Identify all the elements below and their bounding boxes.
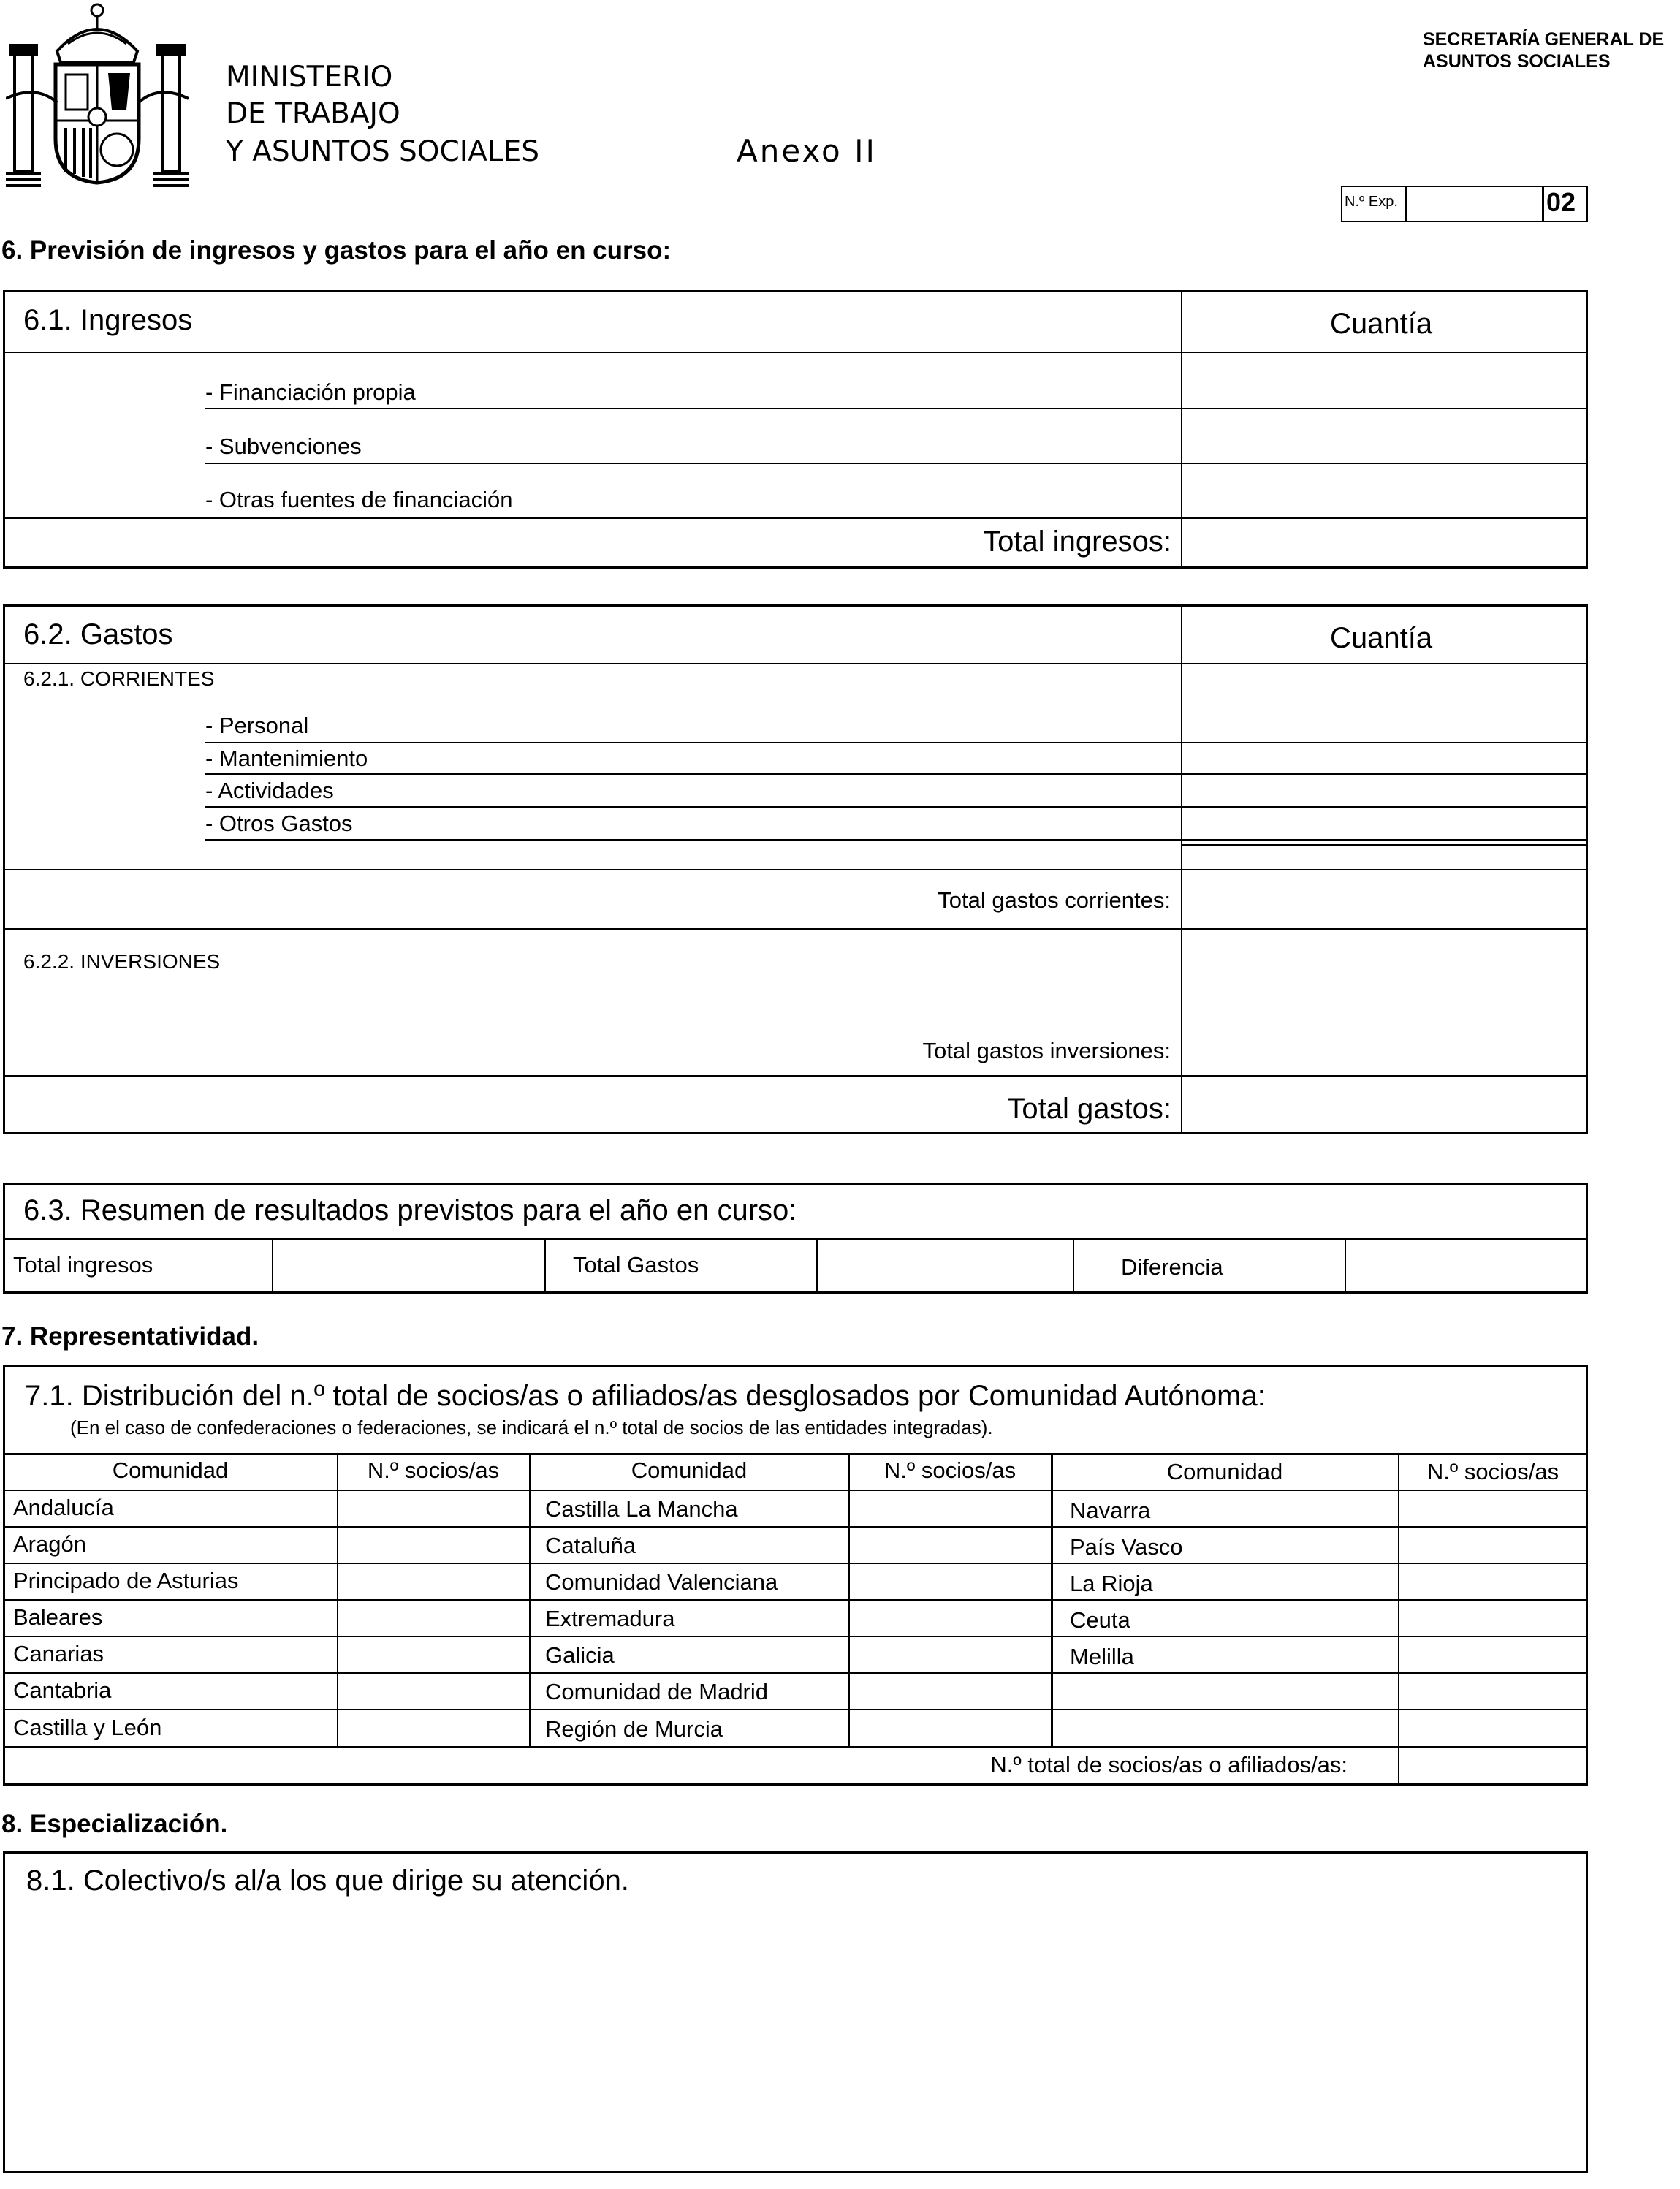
coat-of-arms-logo bbox=[6, 0, 189, 189]
comunidad-navarra: Navarra bbox=[1070, 1498, 1151, 1523]
col2-comunidad-header: Comunidad bbox=[631, 1457, 748, 1483]
mantenimiento-amount-field[interactable] bbox=[1183, 743, 1585, 773]
comunidad-baleares: Baleares bbox=[13, 1604, 103, 1630]
total-inversiones-amount-field[interactable] bbox=[1183, 930, 1585, 1073]
resumen-heading: 6.3. Resumen de resultados previstos para el año en curso: bbox=[23, 1194, 797, 1226]
socios-castilla-la-mancha-field[interactable] bbox=[851, 1491, 1049, 1525]
socios-madrid-field[interactable] bbox=[851, 1674, 1049, 1707]
comunidad-la-rioja: La Rioja bbox=[1070, 1571, 1153, 1596]
col3-socios-header: N.º socios/as bbox=[1426, 1459, 1559, 1484]
resumen-total-ingresos-field[interactable] bbox=[274, 1240, 543, 1291]
corrientes-heading: 6.2.1. CORRIENTES bbox=[23, 667, 215, 690]
ingresos-item-financiacion-propia: - Financiación propia bbox=[205, 379, 416, 405]
otras-fuentes-amount-field[interactable] bbox=[1183, 465, 1585, 517]
col1-socios-header: N.º socios/as bbox=[367, 1457, 500, 1483]
page-code: 02 bbox=[1546, 187, 1576, 217]
section-7-title: 7. Representatividad. bbox=[1, 1322, 259, 1351]
section-8-title: 8. Especialización. bbox=[1, 1810, 228, 1838]
socios-baleares-field[interactable] bbox=[339, 1601, 528, 1634]
socios-asturias-field[interactable] bbox=[339, 1564, 528, 1598]
comunidad-galicia: Galicia bbox=[545, 1642, 615, 1668]
socios-cataluna-field[interactable] bbox=[851, 1528, 1049, 1561]
socios-ceuta-field[interactable] bbox=[1400, 1601, 1586, 1634]
total-corrientes-amount-field[interactable] bbox=[1183, 871, 1585, 926]
socios-pais-vasco-field[interactable] bbox=[1400, 1528, 1586, 1561]
personal-amount-field[interactable] bbox=[1183, 702, 1585, 741]
secretariat-line-2: ASUNTOS SOCIALES bbox=[1423, 51, 1611, 72]
socios-castilla-leon-field[interactable] bbox=[339, 1710, 528, 1745]
comunidad-asturias: Principado de Asturias bbox=[13, 1568, 239, 1593]
total-gastos-label: Total gastos: bbox=[1007, 1093, 1171, 1125]
ministry-line-3: Y ASUNTOS SOCIALES bbox=[226, 135, 540, 168]
socios-heading: 7.1. Distribución del n.º total de socios/as o afiliados/as desglosados por Comunidad Autónoma: bbox=[25, 1380, 1266, 1412]
secretariat-line-1: SECRETARÍA GENERAL DE bbox=[1423, 29, 1665, 50]
col1-comunidad-header: Comunidad bbox=[112, 1457, 229, 1483]
socios-galicia-field[interactable] bbox=[851, 1637, 1049, 1671]
comunidad-extremadura: Extremadura bbox=[545, 1606, 675, 1631]
socios-cantabria-field[interactable] bbox=[339, 1674, 528, 1707]
comunidad-castilla-leon: Castilla y León bbox=[13, 1715, 162, 1740]
gastos-amount-heading: Cuantía bbox=[1330, 622, 1433, 654]
resumen-diferencia-label: Diferencia bbox=[1121, 1254, 1223, 1280]
socios-melilla-field[interactable] bbox=[1400, 1637, 1586, 1671]
total-gastos-amount-field[interactable] bbox=[1183, 1077, 1585, 1131]
comunidad-madrid: Comunidad de Madrid bbox=[545, 1679, 769, 1704]
comunidad-cataluna: Cataluña bbox=[545, 1533, 636, 1558]
socios-aragon-field[interactable] bbox=[339, 1528, 528, 1561]
colectivos-text-area[interactable] bbox=[7, 1908, 1582, 2167]
section-6-title: 6. Previsión de ingresos y gastos para el año en curso: bbox=[1, 236, 672, 265]
resumen-total-ingresos-label: Total ingresos bbox=[13, 1252, 153, 1278]
total-socios-field[interactable] bbox=[1400, 1748, 1586, 1783]
total-inversiones-label: Total gastos inversiones: bbox=[922, 1038, 1171, 1063]
annex-title: Anexo II bbox=[737, 133, 877, 169]
ingresos-item-otras-fuentes: - Otras fuentes de financiación bbox=[205, 487, 513, 512]
gastos-item-mantenimiento: - Mantenimiento bbox=[205, 746, 368, 771]
otros-gastos-amount-field[interactable] bbox=[1183, 808, 1585, 838]
col3-comunidad-header: Comunidad bbox=[1166, 1459, 1283, 1484]
inversiones-heading: 6.2.2. INVERSIONES bbox=[23, 950, 221, 973]
socios-navarra-field[interactable] bbox=[1400, 1491, 1586, 1525]
socios-andalucia-field[interactable] bbox=[339, 1491, 528, 1525]
resumen-total-gastos-label: Total Gastos bbox=[573, 1252, 699, 1278]
ingresos-amount-heading: Cuantía bbox=[1330, 308, 1433, 340]
socios-la-rioja-field[interactable] bbox=[1400, 1564, 1586, 1598]
expedient-label: N.º Exp. bbox=[1345, 194, 1398, 210]
comunidad-valenciana: Comunidad Valenciana bbox=[545, 1569, 778, 1595]
expedient-number-field[interactable] bbox=[1407, 187, 1542, 221]
socios-canarias-field[interactable] bbox=[339, 1637, 528, 1671]
comunidad-cantabria: Cantabria bbox=[13, 1677, 112, 1703]
resumen-diferencia-field[interactable] bbox=[1347, 1240, 1585, 1291]
comunidad-andalucia: Andalucía bbox=[13, 1495, 114, 1520]
gastos-item-personal: - Personal bbox=[205, 713, 309, 738]
comunidad-aragon: Aragón bbox=[13, 1531, 86, 1557]
comunidad-castilla-la-mancha: Castilla La Mancha bbox=[545, 1496, 738, 1522]
total-corrientes-label: Total gastos corrientes: bbox=[938, 887, 1171, 913]
ingresos-heading: 6.1. Ingresos bbox=[23, 304, 193, 336]
total-ingresos-amount-field[interactable] bbox=[1183, 520, 1585, 566]
gastos-item-otros-gastos: - Otros Gastos bbox=[205, 811, 353, 836]
ingresos-item-subvenciones: - Subvenciones bbox=[205, 433, 362, 459]
comunidad-ceuta: Ceuta bbox=[1070, 1607, 1130, 1633]
socios-valenciana-field[interactable] bbox=[851, 1564, 1049, 1598]
comunidad-murcia: Región de Murcia bbox=[545, 1716, 723, 1742]
total-ingresos-label: Total ingresos: bbox=[983, 526, 1171, 558]
actividades-amount-field[interactable] bbox=[1183, 775, 1585, 805]
ministry-line-1: MINISTERIO bbox=[226, 61, 393, 94]
financiacion-propia-amount-field[interactable] bbox=[1183, 354, 1585, 407]
total-socios-label: N.º total de socios/as o afiliados/as: bbox=[990, 1752, 1348, 1778]
comunidad-melilla: Melilla bbox=[1070, 1644, 1134, 1669]
subvenciones-amount-field[interactable] bbox=[1183, 410, 1585, 462]
colectivos-heading: 8.1. Colectivo/s al/a los que dirige su atención. bbox=[26, 1864, 629, 1897]
resumen-total-gastos-field[interactable] bbox=[818, 1240, 1071, 1291]
gastos-heading: 6.2. Gastos bbox=[23, 618, 173, 650]
socios-note: (En el caso de confederaciones o federaciones, se indicará el n.º total de socios de las entidades integradas). bbox=[70, 1416, 993, 1438]
socios-extremadura-field[interactable] bbox=[851, 1601, 1049, 1634]
col2-socios-header: N.º socios/as bbox=[883, 1457, 1016, 1483]
ministry-line-2: DE TRABAJO bbox=[226, 97, 400, 130]
comunidad-pais-vasco: País Vasco bbox=[1070, 1534, 1183, 1560]
comunidad-canarias: Canarias bbox=[13, 1641, 104, 1666]
socios-murcia-field[interactable] bbox=[851, 1710, 1049, 1745]
gastos-item-actividades: - Actividades bbox=[205, 778, 334, 803]
